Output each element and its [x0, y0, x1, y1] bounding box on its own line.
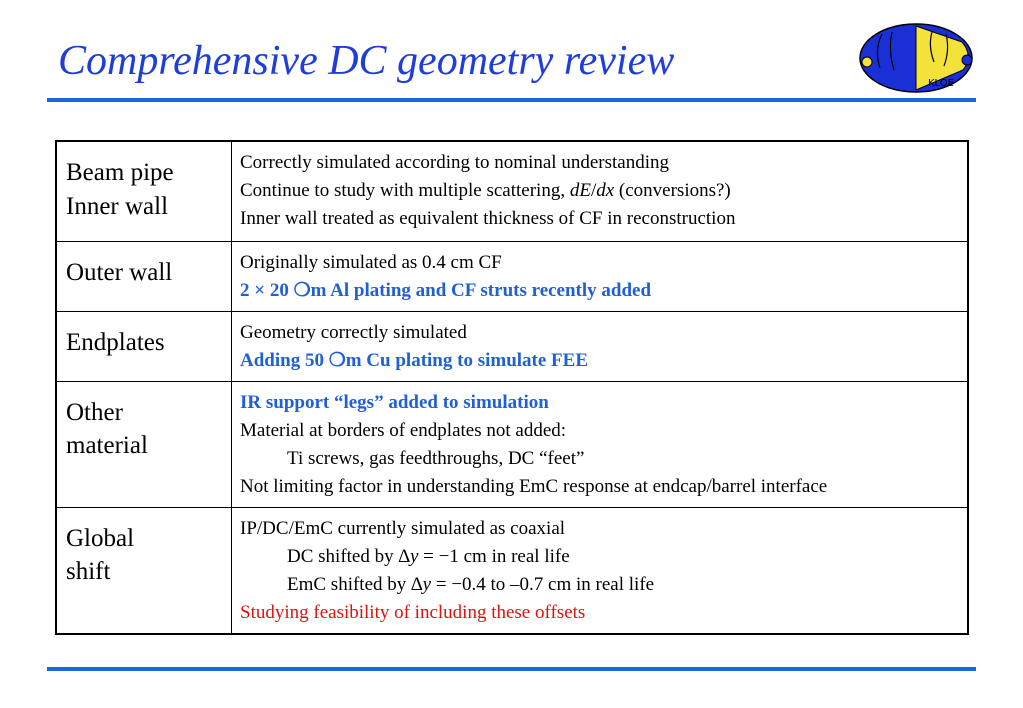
review-table: [55, 140, 969, 635]
row-category: [56, 507, 232, 634]
delta-symbol: ∆: [398, 545, 410, 567]
row-category: [56, 311, 232, 381]
footer-rule: [47, 667, 976, 671]
text-fragment: EmC shifted by: [287, 573, 412, 595]
description-line: Material at borders of endplates not added:: [240, 419, 567, 441]
table-row: [56, 381, 968, 507]
header-rule: [47, 98, 976, 102]
description-line: Correctly simulated according to nominal understanding: [240, 152, 669, 173]
description-line: Inner wall treated as equivalent thickness of CF in reconstruction: [240, 208, 736, 229]
row-description: [232, 381, 969, 507]
italic-variable: y: [409, 545, 419, 567]
minus-symbol: −: [438, 545, 450, 567]
table-row: [56, 241, 968, 311]
italic-variable: dE: [569, 180, 591, 201]
row-description: [232, 311, 969, 381]
table-row: [56, 141, 968, 241]
row-description: [232, 507, 969, 634]
kloe-logo-icon: [858, 20, 976, 98]
row-description: [232, 241, 969, 311]
text-fragment: /: [590, 180, 597, 201]
minus-symbol: −: [451, 573, 463, 595]
table-row: [56, 311, 968, 381]
row-category: [56, 141, 232, 241]
text-fragment: DC shifted by: [287, 545, 399, 567]
category-label: Global: [66, 524, 135, 552]
text-fragment: (conversions?): [614, 180, 731, 201]
description-line: Not limiting factor in understanding EmC response at endcap/barrel interface: [240, 475, 828, 497]
category-label: Other: [66, 398, 123, 426]
description-line: 2 × 20 ❍m Al plating and CF struts recently added: [240, 279, 652, 301]
description-line: [240, 571, 959, 599]
category-label: Outer wall: [66, 258, 173, 286]
text-fragment: Continue to study with multiple scattering,: [240, 180, 570, 201]
description-line: IR support “legs” added to simulation: [240, 391, 549, 413]
table-row: [56, 507, 968, 634]
category-label: shift: [66, 558, 111, 586]
page-title: Comprehensive DC geometry review: [58, 38, 675, 84]
row-description: [232, 141, 969, 241]
category-label: Beam pipe: [66, 159, 174, 186]
text-fragment: 1 cm in real life: [449, 545, 570, 567]
category-label: material: [66, 432, 148, 460]
row-category: [56, 381, 232, 507]
description-line: Ti screws, gas feedthroughs, DC “feet”: [287, 447, 585, 469]
description-line: IP/DC/EmC currently simulated as coaxial: [240, 517, 566, 539]
description-line: Geometry correctly simulated: [240, 321, 467, 343]
description-line: Adding 50 ❍m Cu plating to simulate FEE: [240, 349, 589, 371]
description-line: Studying feasibility of including these offsets: [240, 601, 586, 623]
description-line: Originally simulated as 0.4 cm CF: [240, 251, 502, 273]
text-fragment: 0.4 to –0.7 cm in real life: [462, 573, 655, 595]
description-line: [240, 177, 959, 205]
svg-text:KLOE: KLOE: [928, 78, 954, 89]
row-category: [56, 241, 232, 311]
category-label: Endplates: [66, 328, 165, 356]
text-fragment: =: [431, 573, 452, 595]
italic-variable: dx: [596, 180, 615, 201]
text-fragment: =: [418, 545, 439, 567]
delta-symbol: ∆: [411, 573, 423, 595]
description-line: [240, 543, 959, 571]
italic-variable: y: [422, 573, 432, 595]
category-label: Inner wall: [66, 192, 169, 220]
